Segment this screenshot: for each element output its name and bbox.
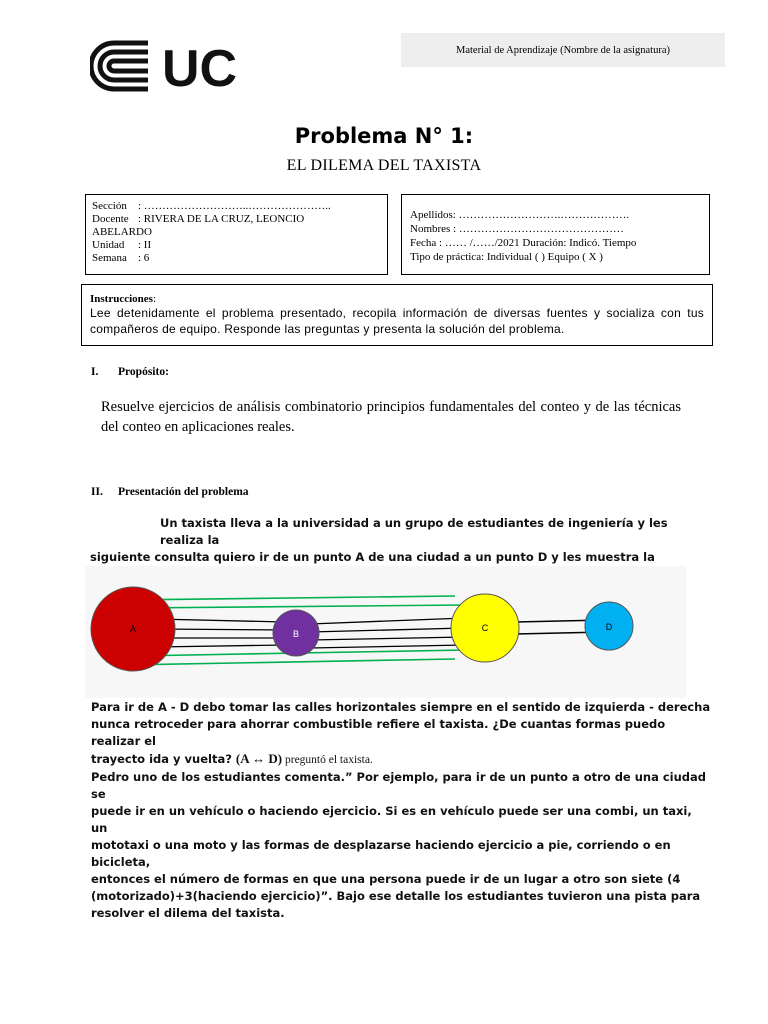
unidad-row xyxy=(92,239,381,252)
body-line-6: mototaxi o una moto y las formas de desplazarse haciendo ejercicio a pie, corriendo o en bicicleta, xyxy=(91,838,671,869)
section-2-number: II. xyxy=(91,486,103,498)
body-line-7: entonces el número de formas en que una persona puede ir de un lugar a otro son siete (4 xyxy=(91,872,681,886)
unidad-value: : II xyxy=(138,239,152,251)
route-notation: (A ↔ D) xyxy=(235,751,283,766)
instructions-label: Instrucciones xyxy=(90,293,153,305)
course-header xyxy=(401,33,725,67)
semana-row xyxy=(92,252,381,265)
apellidos-field[interactable]: Apellidos: ……………………….………………. xyxy=(410,209,630,221)
body-line-1: Para ir de A - D debo tomar las calles horizontales siempre en el sentido de izquierda - derecha xyxy=(91,700,711,714)
nombres-field[interactable]: Nombres : ……………………………………… xyxy=(410,223,624,235)
intro-line-1: Un taxista lleva a la universidad a un grupo de estudiantes de ingeniería y les realiza la xyxy=(160,516,668,547)
route-diagram xyxy=(85,566,686,698)
section-1-heading xyxy=(91,366,169,378)
uc-logo xyxy=(90,40,260,92)
problem-body xyxy=(91,699,711,922)
seccion-row xyxy=(92,200,381,213)
fecha-field[interactable]: Fecha : …… /……/2021 Duración: Indicó. Tiempo xyxy=(410,237,637,249)
seccion-label: Sección xyxy=(92,200,127,212)
semana-value: : 6 xyxy=(138,252,150,264)
road-bc-1 xyxy=(310,618,465,624)
body-line-3a: trayecto ida y vuelta? xyxy=(91,752,236,766)
uc-logo-icon xyxy=(90,40,260,92)
seccion-value: : ………………………..………………….. xyxy=(138,200,331,212)
instructions-colon: : xyxy=(152,293,157,305)
logo-text: UC xyxy=(162,40,238,92)
road-green-1 xyxy=(125,596,455,600)
road-bc-4 xyxy=(310,645,465,648)
road-green-4 xyxy=(125,659,455,665)
node-c-label: C xyxy=(481,623,489,633)
road-bc-3 xyxy=(310,637,465,640)
intro-line-2: siguiente consulta quiero ir de un punto A de una ciudad a un punto D y les muestra la xyxy=(90,550,655,564)
unidad-label: Unidad xyxy=(92,239,125,251)
semana-label: Semana xyxy=(92,252,127,264)
body-line-3c: preguntó el taxista. xyxy=(282,754,373,766)
node-b-label: B xyxy=(292,629,300,639)
body-line-4: Pedro uno de los estudiantes comenta.” Por ejemplo, para ir de un punto a otro de una ciudad se xyxy=(91,770,707,801)
body-line-5: puede ir en un vehículo o haciendo ejercicio. Si es en vehículo puede ser una combi, un taxi, un xyxy=(91,804,692,835)
body-line-9: resolver el dilema del taxista. xyxy=(91,906,285,920)
docente-value: : RIVERA DE LA CRUZ, LEONCIO xyxy=(138,213,305,225)
purpose-text: Resuelve ejercicios de análisis combinatorio principios fundamentales del conteo y de las técnicas del conteo en aplicaciones reales. xyxy=(101,399,681,435)
node-a-label: A xyxy=(129,624,137,634)
road-ab-4 xyxy=(155,645,285,647)
instructions-box xyxy=(81,284,713,346)
section-2-title: Presentación del problema xyxy=(118,486,249,498)
body-line-2: nunca retroceder para ahorrar combustible refiere el taxista. ¿De cuantas formas puedo realizar el xyxy=(91,717,666,748)
docente-value-continued: ABELARDO xyxy=(92,226,152,238)
section-1-number: I. xyxy=(91,366,99,378)
course-label: Material de Aprendizaje (Nombre de la asignatura) xyxy=(456,44,670,56)
page-subtitle: EL DILEMA DEL TAXISTA xyxy=(286,157,482,174)
instructions-text: Lee detenidamente el problema presentado, recopila información de diversas fuentes y socializa con tus compañeros de equipo. Responde las preguntas y presenta la solución del problema. xyxy=(90,306,704,336)
road-bc-2 xyxy=(310,628,465,632)
tipo-practica-field[interactable]: Tipo de práctica: Individual ( ) Equipo ( X ) xyxy=(410,251,603,263)
node-d-label: D xyxy=(605,622,613,632)
docente-label: Docente xyxy=(92,213,129,225)
docente-row xyxy=(92,213,381,226)
course-info-box xyxy=(85,194,388,275)
body-line-3 xyxy=(91,750,711,769)
section-1-title: Propósito: xyxy=(118,366,169,378)
page-title: Problema N° 1: xyxy=(294,124,474,148)
route-figure xyxy=(85,566,686,698)
student-info-box xyxy=(401,194,710,275)
road-green-2 xyxy=(133,605,465,608)
section-2-heading xyxy=(91,486,249,498)
body-line-8: (motorizado)+3(haciendo ejercicio)”. Bajo ese detalle los estudiantes tuvieron una pista para xyxy=(91,889,701,903)
